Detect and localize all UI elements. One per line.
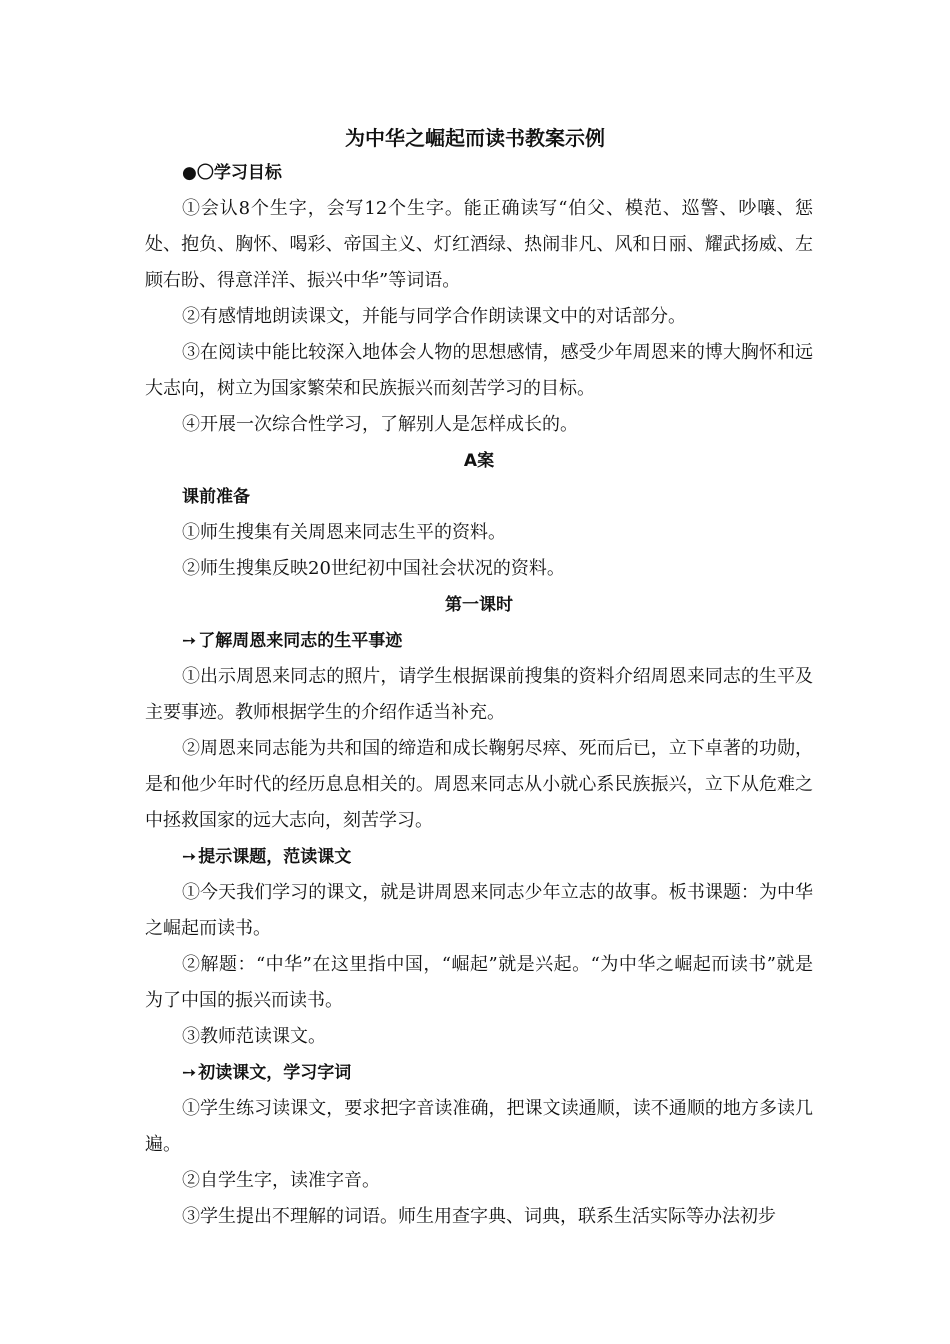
goal-item: ④开展一次综合性学习，了解别人是怎样成长的。 <box>182 414 578 435</box>
goal-item: ①会认8个生字，会写12个生字。能正确读写“伯父、模范、巡警、吵嚷、惩处、抱负、胸怀、喝彩、帝国主义、灯红酒绿、热闹非凡、风和日丽、耀武扬威、左顾右盼、得意洋洋、振兴中华”等词语。 <box>145 198 813 291</box>
section-heading-text: 初读课文，学习字词 <box>198 1063 352 1083</box>
arrow-icon: ➙ <box>182 1063 197 1083</box>
lesson-heading: 第一课时 <box>445 595 513 615</box>
goal-item: ②有感情地朗读课文，并能与同学合作朗读课文中的对话部分。 <box>182 306 686 327</box>
paragraph: ③教师范读课文。 <box>182 1026 326 1047</box>
goals-heading: ●〇学习目标 <box>182 163 282 183</box>
section-heading <box>145 623 813 659</box>
section-heading-text: 了解周恩来同志的生平事迹 <box>198 631 403 651</box>
paragraph: ①学生练习读课文，要求把字音读准确，把课文读通顺，读不通顺的地方多读几遍。 <box>145 1098 813 1155</box>
prep-heading: 课前准备 <box>182 487 250 507</box>
section-heading-text: 提示课题，范读课文 <box>198 847 352 867</box>
prep-item: ①师生搜集有关周恩来同志生平的资料。 <box>182 522 506 543</box>
paragraph: ①出示周恩来同志的照片，请学生根据课前搜集的资料介绍周恩来同志的生平及主要事迹。教师根据学生的介绍作适当补充。 <box>145 666 813 723</box>
section-heading <box>145 839 813 875</box>
paragraph: ①今天我们学习的课文，就是讲周恩来同志少年立志的故事。板书课题：为中华之崛起而读书。 <box>145 882 813 939</box>
paragraph: ③学生提出不理解的词语。师生用查字典、词典，联系生活实际等办法初步 <box>182 1206 776 1227</box>
arrow-icon: ➙ <box>182 847 197 867</box>
arrow-icon: ➙ <box>182 631 197 651</box>
document-body <box>145 155 813 1235</box>
section-heading <box>145 1055 813 1091</box>
plan-a-heading: A案 <box>463 451 495 471</box>
paragraph: ②自学生字，读准字音。 <box>182 1170 380 1191</box>
paragraph: ②解题：“中华”在这里指中国，“崛起”就是兴起。“为中华之崛起而读书”就是为了中国的振兴而读书。 <box>145 954 813 1011</box>
goal-item: ③在阅读中能比较深入地体会人物的思想感情，感受少年周恩来的博大胸怀和远大志向，树立为国家繁荣和民族振兴而刻苦学习的目标。 <box>145 342 813 399</box>
paragraph: ②周恩来同志能为共和国的缔造和成长鞠躬尽瘁、死而后已，立下卓著的功勋，是和他少年时代的经历息息相关的。周恩来同志从小就心系民族振兴，立下从危难之中拯救国家的远大志向，刻苦学习。 <box>145 738 813 831</box>
prep-item: ②师生搜集反映20世纪初中国社会状况的资料。 <box>182 558 565 579</box>
document-title: 为中华之崛起而读书教案示例 <box>345 126 605 150</box>
